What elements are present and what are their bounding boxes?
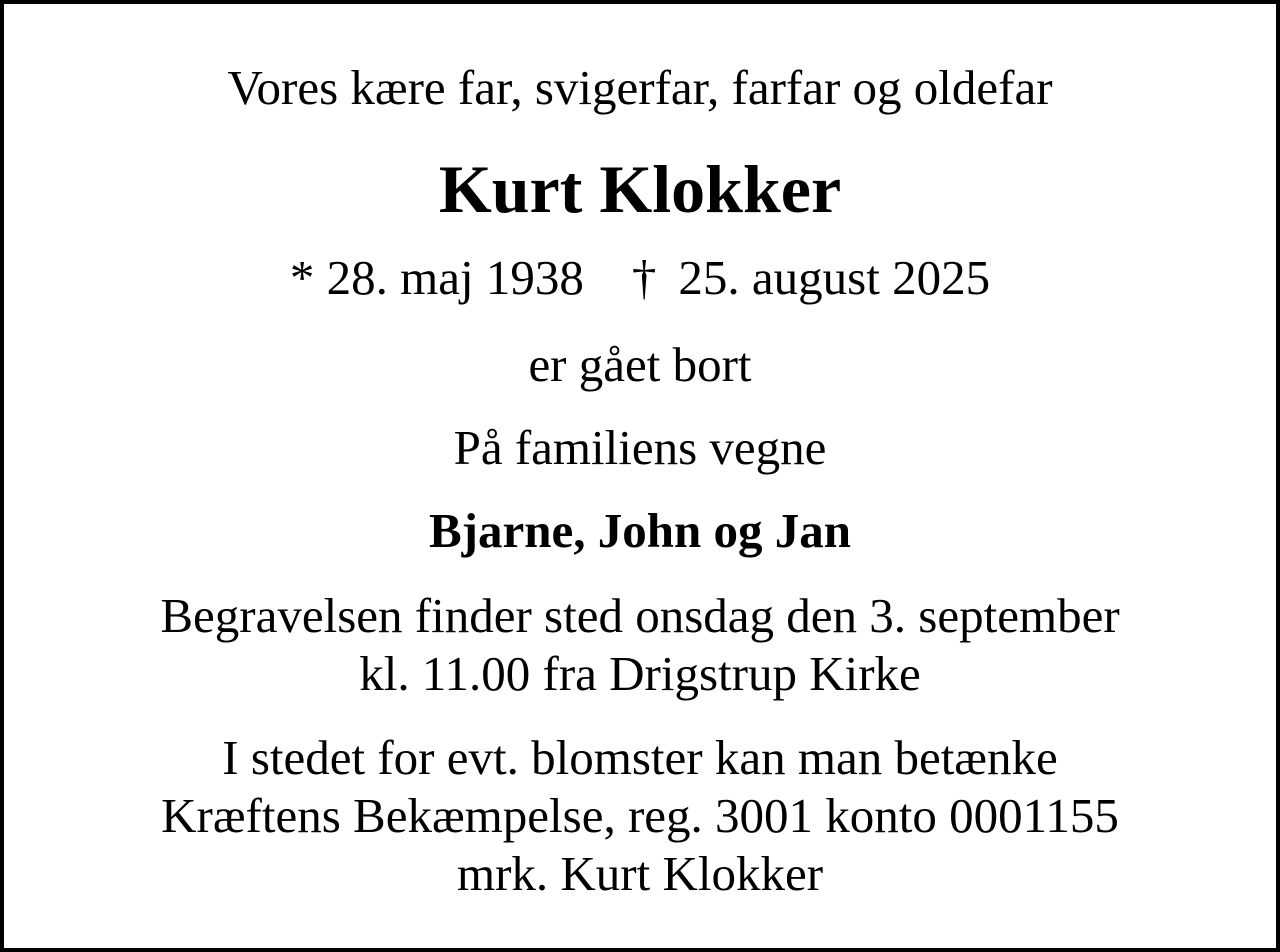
on-behalf-text: På familiens vegne bbox=[453, 420, 827, 475]
donation-line-1: I stedet for evt. blomster kan man betænke bbox=[222, 730, 1058, 785]
death-date: 25. august 2025 bbox=[678, 250, 991, 305]
life-dates bbox=[4, 250, 1276, 306]
donation-line-3: mrk. Kurt Klokker bbox=[456, 846, 824, 901]
cross-icon: † bbox=[631, 250, 657, 305]
birth-date: * 28. maj 1938 bbox=[289, 250, 584, 305]
intro-text: Vores kære far, svigerfar, farfar og oldefar bbox=[227, 60, 1053, 115]
funeral-line-2: kl. 11.00 fra Drigstrup Kirke bbox=[359, 646, 921, 701]
donation-line-2: Kræftens Bekæmpelse, reg. 3001 konto 0001155 bbox=[161, 788, 1119, 843]
funeral-line-1: Begravelsen finder sted onsdag den 3. september bbox=[160, 588, 1120, 643]
deceased-name: Kurt Klokker bbox=[438, 151, 842, 227]
passed-away-text: er gået bort bbox=[528, 337, 752, 392]
signers-names: Bjarne, John og Jan bbox=[428, 503, 851, 558]
